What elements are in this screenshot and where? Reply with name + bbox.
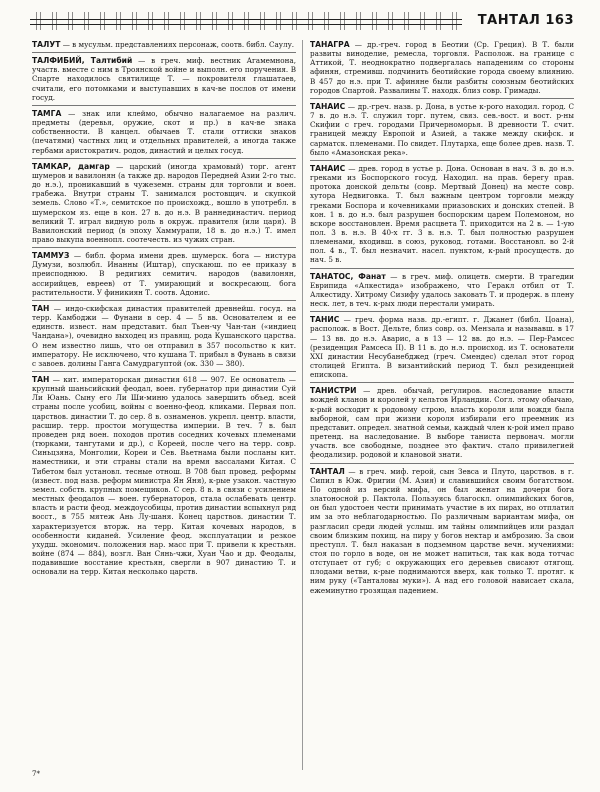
entry-headword: ТАЛУТ — [32, 40, 61, 49]
dictionary-entry — [310, 382, 574, 459]
dictionary-entry — [310, 40, 574, 95]
entry-text: — греч. форма назв. др.-египт. г. Джанет (библ. Цоана), располож. в Вост. Дельте, близ совр. оз. Мензала и называвш. в 17 — 13 вв. до н.э. Аварис, а в 13 — 12 вв. до н.э. — Пер-Рамсес (резиденция Рамсеса II). В 11 в. до н.э. происход. из Т. основатели XXI династии Несубанебджед (греч. Смендес) сделал этот город столицей Египта. В византийский период Т. был резиденцией епископа. — [310, 315, 574, 380]
entry-text: — в греч. миф. герой, сын Зевса и Плуто, царствов. в г. Сипил в Юж. Фригии (М. Азия) и славившийся своим богатством. По одной из версий мифа, он был женат на дочери бога златоносной р. Пактола. Пользуясь благоскл. олимпийских богов, он был удостоен чести принимать участие в их пирах, но отплатил им за это неблагодарностью. По различным вариантам мифа, он разгласил среди людей услыш. им тайны олимпийцев или раздал своим близким похищ. на пиру у богов нектар и амброзию. За свои преступл. Т. был наказан в подземном царстве вечн. мучениями: стоя по горло в воде, он не может напиться, так как вода тотчас отступает от губ; с окружающих его деревьев свисают отягощ. плодами ветви, к-рые поднимаются вверх, как только Т. протяг. к ним руку («Танталовы муки»). А над его головой нависает скала, ежеминутно грозящая падением. — [310, 466, 574, 595]
dictionary-entry — [310, 98, 574, 157]
entry-headword: ТАНИС — [310, 315, 340, 325]
entry-text: — в греч. миф. олицетв. смерти. В трагедии Еврипида «Алкестида» изображено, что Геракл отбил от Т. Алкестиду. Хитрому Сизифу удалось заковать Т. и продерж. в плену неск. лет, в теч. к-рых люди перестали умирать. — [310, 271, 574, 309]
dictionary-entry — [310, 311, 574, 379]
entry-text: — древ. город в устье р. Дона. Основан в нач. 3 в. до н.э. греками из Боспорского госуд. Находил. на прав. берегу прав. протока донской дельты (совр. Мертвый Донец) на месте совр. хутора Недвиговка. Т. был важным центром торговли между греками Боспора и кочевниками приазовских и донских степей. В кон. 1 в. до н.э. был разрушен боспорским царем Полемоном, но вскоре восстановлен. Время расцвета Т. приходится на 2 в. — 1-ую пол. 3 в. н.э. В 40-х гг. 3 в. н.э. Т. был полностью разрушен племенами, входивш. в союз, руковод. готами. Восстановл. во 2-й пол. 4 в., Т. был незначит. насел. пунктом, к-рый просуществ. до нач. 5 в. — [310, 163, 574, 265]
entry-text: — кит. императорская династия 618 — 907. Ее основатель — крупный шаньсийский феодал, воен. губернатор при династии Суй Ли Юань. Сыну его Ли Ши-миню удалось завершить объед. всей страны после усобиц, войны с военно-феод. кликами. Первая пол. царствов. династии Т. до сер. 8 в. ознаменов. укрепл. центр. власти, расшир. терр. простои могущества империи. В теч. 7 в. был проведен ряд воен. походов против соседних кочевых племенами (тюрками, тангутами и др.), с Кореей, после чего на терр. совр. Синьцзяна, Монголии, Кореи и Сев. Вьетнама были посланы кит. наместники, и эти страны стали на время вассалами Китая. С Тибетом был установл. тесные отнош. В 708 был провед. реформы (извест. под назв. реформ министра Ян Яня), к-рые узакон. частную земел. собств. крупных помещиков. С сер. 8 в. в связи с усилением местных феодалов — воен. губернаторов, стала ослабевать центр. власть и расти феод. междоусобицы, против династии вспыхнул ряд восст., в 755 мятеж Ань Лу-шаня. Конец царствов. династии Т. характеризуется вторж. на терр. Китая кочевых народов, в особенности киданей. Усиление феод. эксплуатации и резкое ухудш. экономич. положения нар. масс при Т. привели к крестьян. войне (874 — 884), возгл. Ван Сянь-чжи, Хуан Чао и др. Феодалы, подавившие восстание крестьян, свергли в 907 династию Т. и основали на терр. Китая несколько царств. — [32, 375, 296, 577]
entry-headword: ТАН — [32, 303, 50, 313]
entry-headword: ТАНАИС — [310, 163, 346, 173]
page-header — [30, 10, 574, 32]
entry-headword: ТАНАГРА — [310, 40, 350, 49]
entry-text: — индо-скифская династия правителей древнейш. госуд. на терр. Камбоджи — Фунани в сер. 4 — 5 вв. Основателем и ее единств. извест. нам представит. был Тьен-чу Чан-тан («индиец Чандана»), очевидно выходец из правящ. рода Кушанского царства. О нем известно лишь, что он отправил в 357 посольство к кит. императору. Не исключено, что кушана Т. прибыл в Фунань в связи с завоев. долины Ганга Самудрагуптой (ок. 330 — 380). — [32, 303, 296, 368]
running-head: ТАНТАЛ 163 — [472, 10, 574, 32]
column-divider — [302, 40, 303, 770]
entry-headword: ТАМГА — [32, 108, 62, 118]
dictionary-entry — [32, 105, 296, 155]
decorative-rule — [30, 19, 462, 25]
entry-headword: ТАМКАР, дамгар — [32, 161, 110, 171]
dictionary-entry — [32, 371, 296, 576]
entry-text: — в греч. миф. вестник Агамемнона, участв. вместе с ним в Троянской войне и выполн. его поручения. В Спарте находилось святилище Т. — покровителя глашатаев, считали, его потомками и выступавших в кач-ве послов от имени госуд. — [32, 56, 296, 102]
dictionary-entry — [310, 160, 574, 265]
dictionary-entry — [32, 300, 296, 368]
entry-text: — библ. форма имени древ. шумерск. бога — нистура Думузи, возлюбл. Инанны (Иштар), спускаюш. по ее приказу в преисподнюю. В редигиях семитич. народов (вавилонян, ассирийцев, евреев) от Т. умирающий и воскресающ. бога растительности. У финикиян Т. соотв. Адонис. — [32, 251, 296, 297]
entry-text: — др.-греч. назв. р. Дона, в устье к-рого находил. город. С 7 в. до н.э. Т. служил торг. путем, связ. сев.-вост. и вост. р-ны Скифии с греч. городами Причерноморья. В древности Т. счит. границей между Европой и Азией, а также между скифск. и сарматск. племенами. По свидет. Плутарха, еще более древ. назв. Т. было «Амазонская река». — [310, 101, 574, 157]
entry-headword: ТАЛФИБИЙ, Талтибий — [32, 56, 133, 66]
left-column — [32, 40, 296, 579]
entry-headword: ТАНИСТРИ — [310, 386, 357, 396]
dictionary-entry — [310, 463, 574, 595]
dictionary-entry — [32, 40, 296, 49]
entry-headword: ТАН — [32, 375, 50, 384]
dictionary-entry — [32, 158, 296, 244]
signature-mark: 7* — [32, 770, 40, 778]
entry-text: — царский (иногда храмовый) торг. агент шумеров и вавилонян (а также др. народов Передней Азии 2-го тыс. до н.э.), проникавший в чужеземн. страны для торговли и воен. грабежа. Внутри страны Т. занимался ростовщич. и скупкой земель. Слово «Т.», семитское по происхожд., вошло в употребл. в шумерском яз. еще в кон. 27 в. до н.э. В раннединастич. период великий Т. играл видную роль в окруж. правителя (или царя). В Вавилонский период (в эпоху Хаммурапи, 18 в. до н.э.) Т. имел право выкупа военнопл. соотечеств. из чужих стран. — [32, 161, 296, 244]
entry-text: — знак или клеймо, обычно налагаемое на различ. предметы (деревья, оружие, скот и пр.) в кач-ве знака собственности. В канцел. обычаев Т. стали оттиски знаков (печатями) частных лиц и отдельных правителей, а иногда также гербами аристократич. родов, династий и целых госуд. — [32, 108, 296, 155]
entry-headword: ТАНАИС — [310, 101, 346, 111]
entry-headword: ТАНАТОС, Фанат — [310, 271, 386, 281]
entry-text: — древ. обычай, регулиров. наследование власти вождей кланов и королей у кельтов Ирландии. Согл. этому обычаю, к-рый восходит к родовому строю, власть короля или вождя была выборной, сам при жизни короля избирали его преемник из представит. определ. знатной семьи, каждый член к-рой имел право претенд. на наследование. В выборе таниста первонач. могли участв. все свободные, позднее это фактич. стало привилегией феодализир. родовой и клановой знати. — [310, 386, 574, 460]
entry-text: — др.-греч. город в Беотии (Ср. Греция). В Т. были развиты виноделие, ремесла, торговля. Располож. на границе с Аттикой, Т. неоднократно подвергалась нападениям со стороны афинян, стремивш. подчинить беотийские города своему влиянию. В 457 до н.э. при Т. афиняне были разбиты союзным беотийских городов Спартой. Развалины Т. находк. близ совр. Гримады. — [310, 40, 574, 95]
dictionary-entry — [310, 268, 574, 309]
right-column — [310, 40, 574, 598]
entry-headword: ТАММУЗ — [32, 251, 70, 261]
dictionary-entry — [32, 247, 296, 297]
entry-headword: ТАНТАЛ — [310, 466, 345, 476]
entry-text: — в мусульм. представлениях персонаж, соотв. библ. Саулу. — [60, 40, 295, 49]
dictionary-entry — [32, 52, 296, 102]
